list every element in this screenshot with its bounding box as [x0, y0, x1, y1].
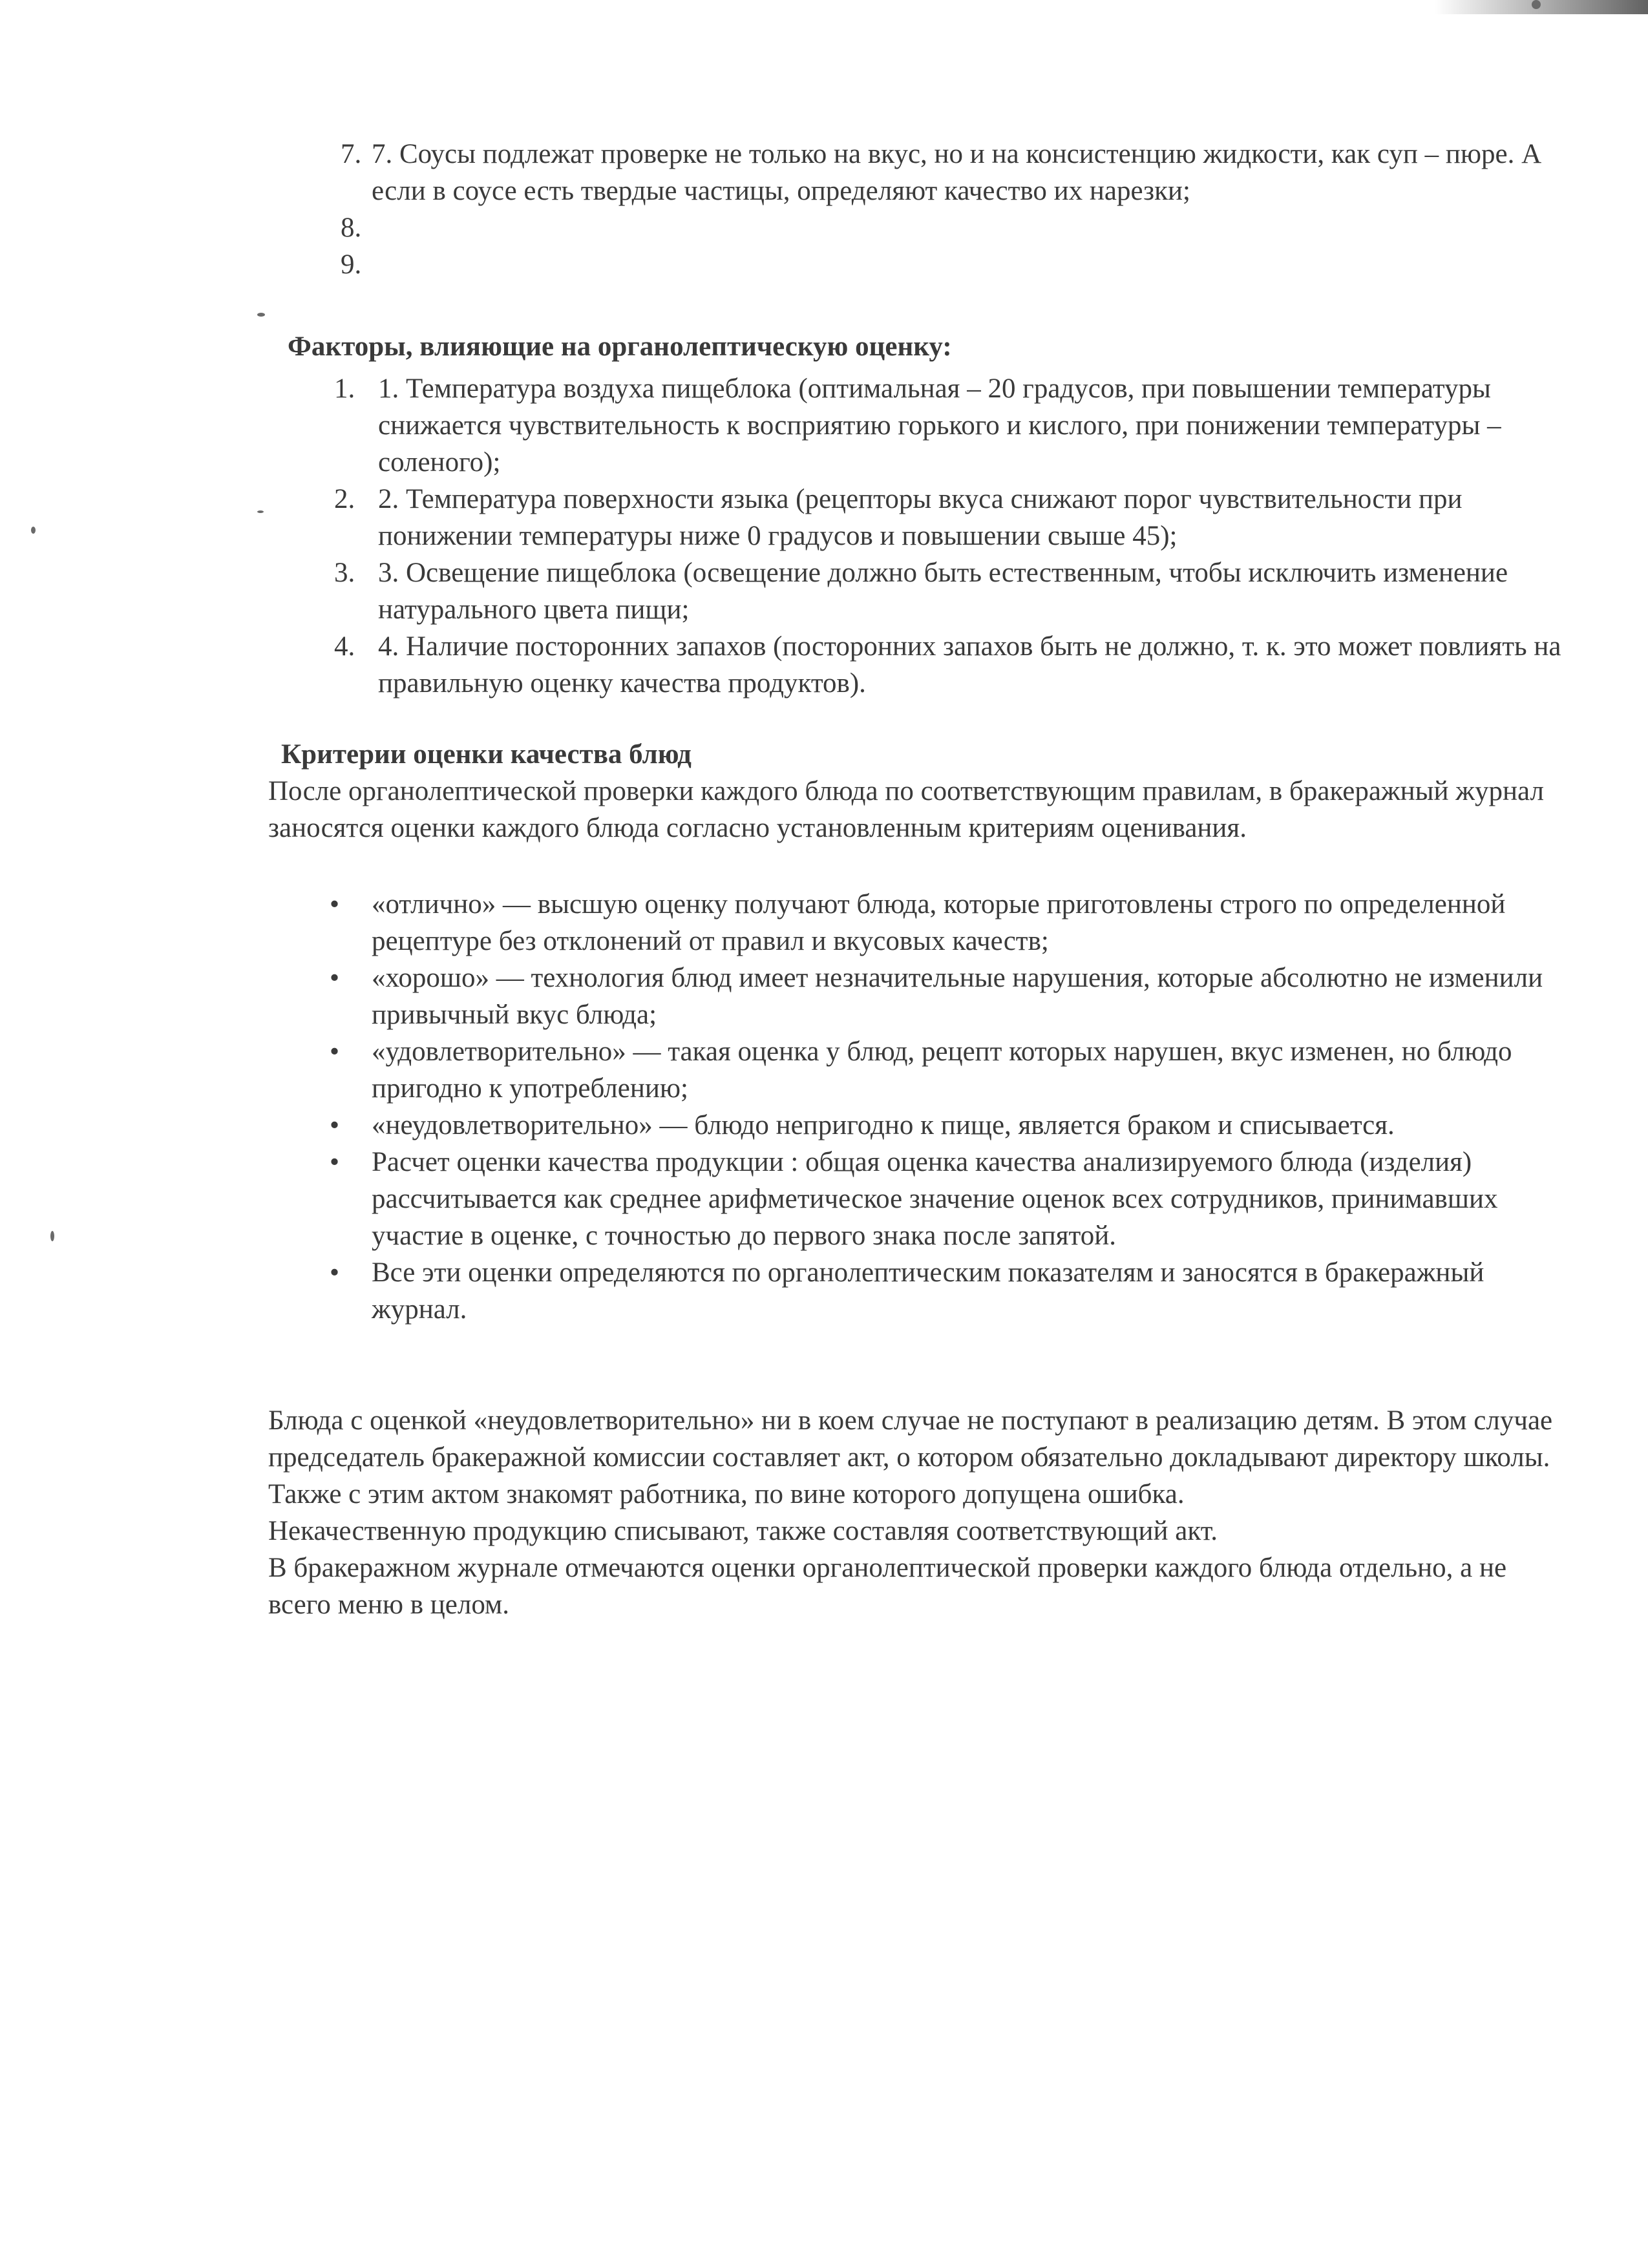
factors-list — [334, 370, 1567, 702]
bullet-marker: • — [330, 1110, 340, 1140]
list-item-text: 4. Наличие посторонних запахов (посторонних запахов быть не должно, т. к. это может повлиять на правильную оценку качества продуктов). — [378, 631, 1561, 698]
list-marker: 1. — [334, 373, 355, 404]
criteria-list — [330, 886, 1574, 1328]
list-item — [334, 554, 1567, 628]
list-marker: 2. — [334, 484, 355, 514]
criteria-heading: Критерии оценки качества блюд — [281, 739, 692, 770]
list-item-text: Расчет оценки качества продукции : общая оценка качества анализируемого блюда (изделия) рассчитывается как среднее арифметическое значение оценок всех сотрудников, принимавших участие в оценке, с точностью до первого знака после запятой. — [372, 1147, 1498, 1251]
list-item-text: 1. Температура воздуха пищеблока (оптимальная – 20 градусов, при повышении температуры снижается чувствительность к восприятию горького и кислого, при понижении температуры – соленого); — [378, 373, 1501, 478]
list-item — [330, 1107, 1574, 1144]
bullet-marker: • — [330, 1036, 340, 1067]
list-item-text: «неудовлетворительно» — блюдо непригодно к пище, является браком и списывается. — [372, 1110, 1395, 1140]
scan-speck — [31, 527, 36, 534]
list-item-text: 3. Освещение пищеблока (освещение должно быть естественным, чтобы исключить изменение натурального цвета пищи; — [378, 558, 1508, 625]
bullet-marker: • — [330, 1257, 340, 1288]
list-item — [334, 370, 1567, 481]
list-item-text: «хорошо» — технология блюд имеет незначительные нарушения, которые абсолютно не изменили привычный вкус блюда; — [372, 963, 1543, 1030]
factors-heading: Факторы, влияющие на органолептическую оценку: — [288, 331, 952, 362]
numbered-list-continued — [341, 136, 1587, 283]
list-item — [334, 628, 1567, 702]
list-marker: 4. — [334, 631, 355, 662]
list-marker: 7. — [341, 139, 362, 169]
scan-speck — [257, 313, 265, 317]
list-item — [330, 1254, 1574, 1328]
bullet-marker: • — [330, 963, 340, 993]
list-item — [330, 1144, 1574, 1254]
paragraph: В бракеражном журнале отмечаются оценки органолептической проверки каждого блюда отдельно, а не всего меню в целом. — [268, 1553, 1507, 1620]
scan-speck — [1532, 0, 1541, 9]
paragraph: Блюда с оценкой «неудовлетворительно» ни в коем случае не поступают в реализацию детям. В этом случае председатель бракеражной комиссии составляет акт, о котором обязательно докладывают директору школы. Также с этим актом знакомят работника, по вине которого допущена ошибка. — [268, 1405, 1553, 1509]
list-item — [330, 1033, 1574, 1107]
list-item-text: 7. Соусы подлежат проверке не только на вкус, но и на консистенцию жидкости, как суп – пюре. А если в соусе есть твердые частицы, определяют качество их нарезки; — [372, 139, 1542, 206]
list-item — [330, 886, 1574, 960]
bullet-marker: • — [330, 1147, 340, 1177]
scan-speck — [257, 510, 264, 513]
list-item — [341, 136, 1587, 209]
list-marker: 8. — [341, 213, 362, 243]
scan-edge-shadow — [1435, 0, 1648, 14]
bullet-marker: • — [330, 889, 340, 919]
list-item — [334, 481, 1567, 554]
list-item-text: «отлично» — высшую оценку получают блюда, которые приготовлены строго по определенной рецептуре без отклонений от правил и вкусовых качеств; — [372, 889, 1506, 956]
list-item — [330, 960, 1574, 1033]
list-marker: 9. — [341, 249, 362, 280]
closing-paragraphs — [268, 1402, 1574, 1623]
scan-speck — [50, 1231, 54, 1241]
list-item — [341, 246, 1587, 283]
list-marker: 3. — [334, 558, 355, 588]
list-item — [341, 209, 1587, 246]
list-item-text: Все эти оценки определяются по органолептическим показателям и заносятся в бракеражный журнал. — [372, 1257, 1484, 1325]
paragraph: Некачественную продукцию списывают, также составляя соответствующий акт. — [268, 1516, 1218, 1546]
list-item-text: «удовлетворительно» — такая оценка у блюд, рецепт которых нарушен, вкус изменен, но блюдо пригодно к употреблению; — [372, 1036, 1512, 1104]
criteria-intro: После органолептической проверки каждого блюда по соответствующим правилам, в бракеражный журнал заносятся оценки каждого блюда согласно установленным критериям оценивания. — [268, 776, 1544, 843]
list-item-text: 2. Температура поверхности языка (рецепторы вкуса снижают порог чувствительности при понижении температуры ниже 0 градусов и повышении свыше 45); — [378, 484, 1463, 551]
